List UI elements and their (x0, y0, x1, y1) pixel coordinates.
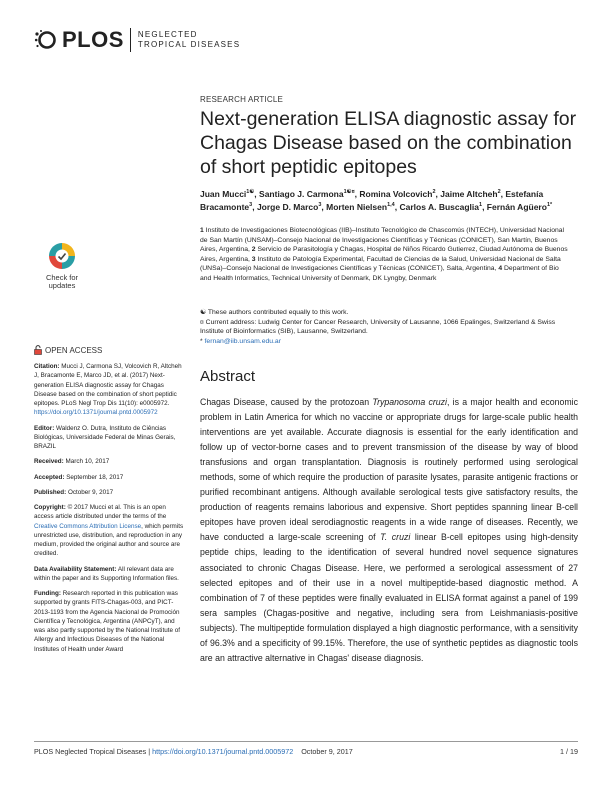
citation-block (34, 362, 184, 418)
author-list: Juan Mucci$^{1☯}$, Santiago J. Carmona$^{1☯¤}$, Romina Volcovich$^2$, Jaime Altcheh$^2$, Estefanía Bracamonte$^3$, Jorge D. Marco$^3$, Morten Nielsen$^{1,4}$, Carlos A. Buscaglia$^1$, Fernán Agüero$^{1*}$ (200, 188, 553, 213)
received-date: March 10, 2017 (65, 458, 110, 466)
check-for-updates-badge[interactable] (34, 240, 90, 298)
funding-text: Research reported in this publication was supported by grants FITS-Chagas-003, and PICT-2013-1193 from the Agencia Nacional de Promoción Científica y Tecnológica, Argentina (ANPCyT), and was also partly supported by the National Institute of Allergy and Infectious Diseases of the National Institutes of Health under Award (34, 590, 180, 653)
affiliations (200, 226, 570, 284)
species-name: Trypanosoma cruzi (372, 397, 447, 407)
page-footer (34, 747, 578, 756)
citation-doi-link[interactable]: https://doi.org/10.1371/journal.pntd.0005972 (34, 409, 158, 417)
accepted-block (34, 473, 184, 482)
author-name: Estefanía Bracamonte (200, 188, 544, 213)
author-affiliation-marker: 1☯¤ (343, 189, 355, 195)
abstract-text (200, 395, 578, 666)
article-type-label: RESEARCH ARTICLE (200, 95, 284, 104)
citation-label: Citation: (34, 363, 60, 370)
equal-contribution-note: ☯ These authors contributed equally to this work. (200, 309, 349, 316)
author-name: Jaime Altcheh (440, 188, 498, 199)
footer-separator: | (146, 747, 153, 756)
journal-name (138, 30, 240, 50)
accepted-date: September 18, 2017 (66, 473, 124, 481)
author-affiliation-marker: 3 (249, 202, 253, 209)
plos-wordmark: PLOS (62, 27, 124, 52)
author-name: Morten Nielsen (326, 202, 388, 213)
logo-divider (130, 28, 131, 52)
corresponding-email-note (200, 337, 570, 347)
citation-text: Mucci J, Carmona SJ, Volcovich R, Altcheh J, Bracamonte E, Marco JD, et al. (2017) Next-generation ELISA diagnostic assay for Chagas Disease based on the combination of short peptidic epitopes. PLoS Negl Trop Dis 11(10): e0005972. (34, 363, 182, 407)
author-affiliation-marker: 1☯ (246, 189, 255, 195)
current-address-note: ¤ Current address: Ludwig Center for Cancer Research, University of Lausanne, 1066 Epalinges, Switzerland & Swiss Institute of Bioinformatics (SIB), Lausanne, Switzerland. (200, 318, 556, 336)
open-access-text: OPEN ACCESS (45, 345, 103, 355)
species-name-abbrev: T. cruzi (380, 532, 411, 543)
affiliation-number: 2 (251, 246, 256, 254)
author-name: Carlos A. Buscaglia (399, 202, 479, 213)
author-name: Romina Volcovich (359, 188, 433, 199)
author-affiliation-marker: 2 (432, 189, 436, 195)
affiliation-text: Servicio de Parasitología y Chagas, Hospital de Niños Ricardo Gutierrez, Ciudad Autónoma de Buenos Aires, Argentina, (200, 246, 568, 263)
affiliation-text: Instituto de Investigaciones Biotecnológicas (IIB)–Instituto Tecnológico de Chascomús (INTECH), Universidad Nacional de San Martín (UNSAM)–Consejo Nacional de Investigaciones Científicas y Técnicas (CONICET), San Martín, Buenos Aires, Argentina, (200, 227, 565, 254)
article-sidebar (34, 362, 184, 660)
author-affiliation-marker: 3 (318, 202, 322, 209)
abstract-part-2: , is a major health and economic problem in Latin America for which no vaccine or appropriate drugs for large-scale public health interventions are yet available. Accurate diagnosis is essential for the early identification and follow up of vector-borne cases and to prevent transmission of the disease by way of blood transfusions and organ transplantation. Diagnosis is routinely performed using serological methods, some of which require the production of parasite lysates, parasite antigenic fractions or purified recombinant antigens. Although available serological tests give satisfactory results, the production of reagents remains laborious and expensive. Short peptides spanning linear B-cell epitopes have proven ideal serodiagnostic reagents in a wide range of diseases. Recently, we have conducted a large-scale screening of (200, 397, 578, 543)
received-label: Received: (34, 458, 64, 466)
copyright-block (34, 503, 184, 559)
funding-label: Funding: (34, 590, 61, 597)
author-name: Santiago J. Carmona (259, 188, 344, 199)
funding-block (34, 589, 184, 654)
affiliation-number: 1 (200, 227, 204, 234)
footer-doi-link[interactable]: https://doi.org/10.1371/journal.pntd.0005972 (152, 747, 294, 756)
author-notes (200, 308, 570, 346)
affiliation-text: Department of Bio and Health Informatics, Technical University of Denmark, DK Lyngby, Denmark (200, 265, 559, 282)
abstract-heading: Abstract (200, 368, 256, 385)
footer-divider (34, 741, 578, 742)
abstract-part-1: Chagas Disease, caused by the protozoan (200, 397, 373, 407)
copyright-text-end: , which permits unrestricted use, distribution, and reproduction in any medium, provided the original author and source are credited. (34, 522, 184, 558)
author-name: Juan Mucci (200, 188, 247, 199)
received-block (34, 457, 184, 466)
affiliation-number: 4 (498, 265, 503, 273)
editor-block (34, 424, 184, 452)
accepted-label: Accepted: (34, 473, 65, 481)
data-availability-block (34, 565, 184, 584)
footer-journal: PLOS Neglected Tropical Diseases (34, 747, 147, 756)
author-affiliation-marker: 2 (497, 189, 501, 195)
author-affiliation-marker: 1* (546, 202, 553, 209)
data-availability-label: Data Availability Statement: (34, 565, 117, 573)
affiliation-number: 3 (251, 255, 256, 263)
author-name: Fernán Agüero (486, 202, 547, 213)
published-block (34, 488, 184, 497)
journal-name-line1: NEGLECTED (137, 30, 198, 39)
footer-date: October 9, 2017 (301, 747, 353, 756)
published-label: Published: (34, 488, 67, 496)
check-for-updates-label (34, 274, 90, 290)
check-for-updates-icon (34, 240, 90, 274)
page-number: 1 / 19 (560, 747, 578, 756)
data-availability-text: All relevant data are within the paper and its Supporting Information files. (34, 565, 179, 582)
published-date: October 9, 2017 (67, 488, 114, 496)
affiliation-text: Instituto de Patología Experimental, Facultad de Ciencias de la Salud, Universidad Nacional de Salta (UNSa)–Consejo Nacional de Investigaciones Científicas y Técnicas (CONICET), Salta, Argentina, (200, 255, 561, 273)
author-affiliation-marker: 1 (479, 202, 483, 209)
plos-mark-icon (34, 29, 60, 51)
editor-text: Waldenz O. Dutra, Instituto de Ciências Biológicas, Universidade Federal de Minas Gerais, BRAZIL (34, 424, 176, 450)
copyright-label: Copyright: (34, 504, 66, 511)
plos-ntd-logo (34, 27, 240, 53)
corresponding-marker: * (200, 337, 205, 345)
corresponding-email-link[interactable]: fernan@iib.unsam.edu.ar (204, 337, 281, 345)
open-lock-icon (34, 345, 42, 355)
badge-line1: Check for (45, 273, 79, 282)
badge-line2: updates (48, 281, 76, 290)
open-access-label (34, 345, 102, 355)
copyright-text: © 2017 Mucci et al. This is an open access article distributed under the terms of the (34, 504, 167, 521)
article-title: Next-generation ELISA diagnostic assay for Chagas Disease based on the combination of short peptidic epitopes (200, 108, 577, 178)
author-name: Jorge D. Marco (256, 202, 319, 213)
editor-label: Editor: (34, 424, 55, 432)
abstract-part-3: linear B-cell epitopes using high-density peptide chips, leading to the identification of several hundred novel sequence signatures associated to chronic Chagas Disease. Here, we performed a serological assessment of 27 selected epitopes and of their use in a novel multipeptide-based diagnostic method. A combination of 7 of these peptides were finally evaluated in ELISA format against a panel of 199 sera samples (Chagas-positive and negative, including sera from Leishmaniasis-positive subjects). The multipeptide formulation displayed a high diagnostic performance, with a sensitivity of 96.3% and a specificity of 99.15%. Therefore, the use of synthetic peptides as diagnostic tools are an attractive alternative in Chagas' disease diagnosis. (200, 532, 578, 663)
author-affiliation-marker: 1,4 (387, 202, 395, 209)
journal-name-line2: TROPICAL DISEASES (137, 40, 241, 49)
license-link[interactable]: Creative Commons Attribution License (34, 522, 142, 530)
